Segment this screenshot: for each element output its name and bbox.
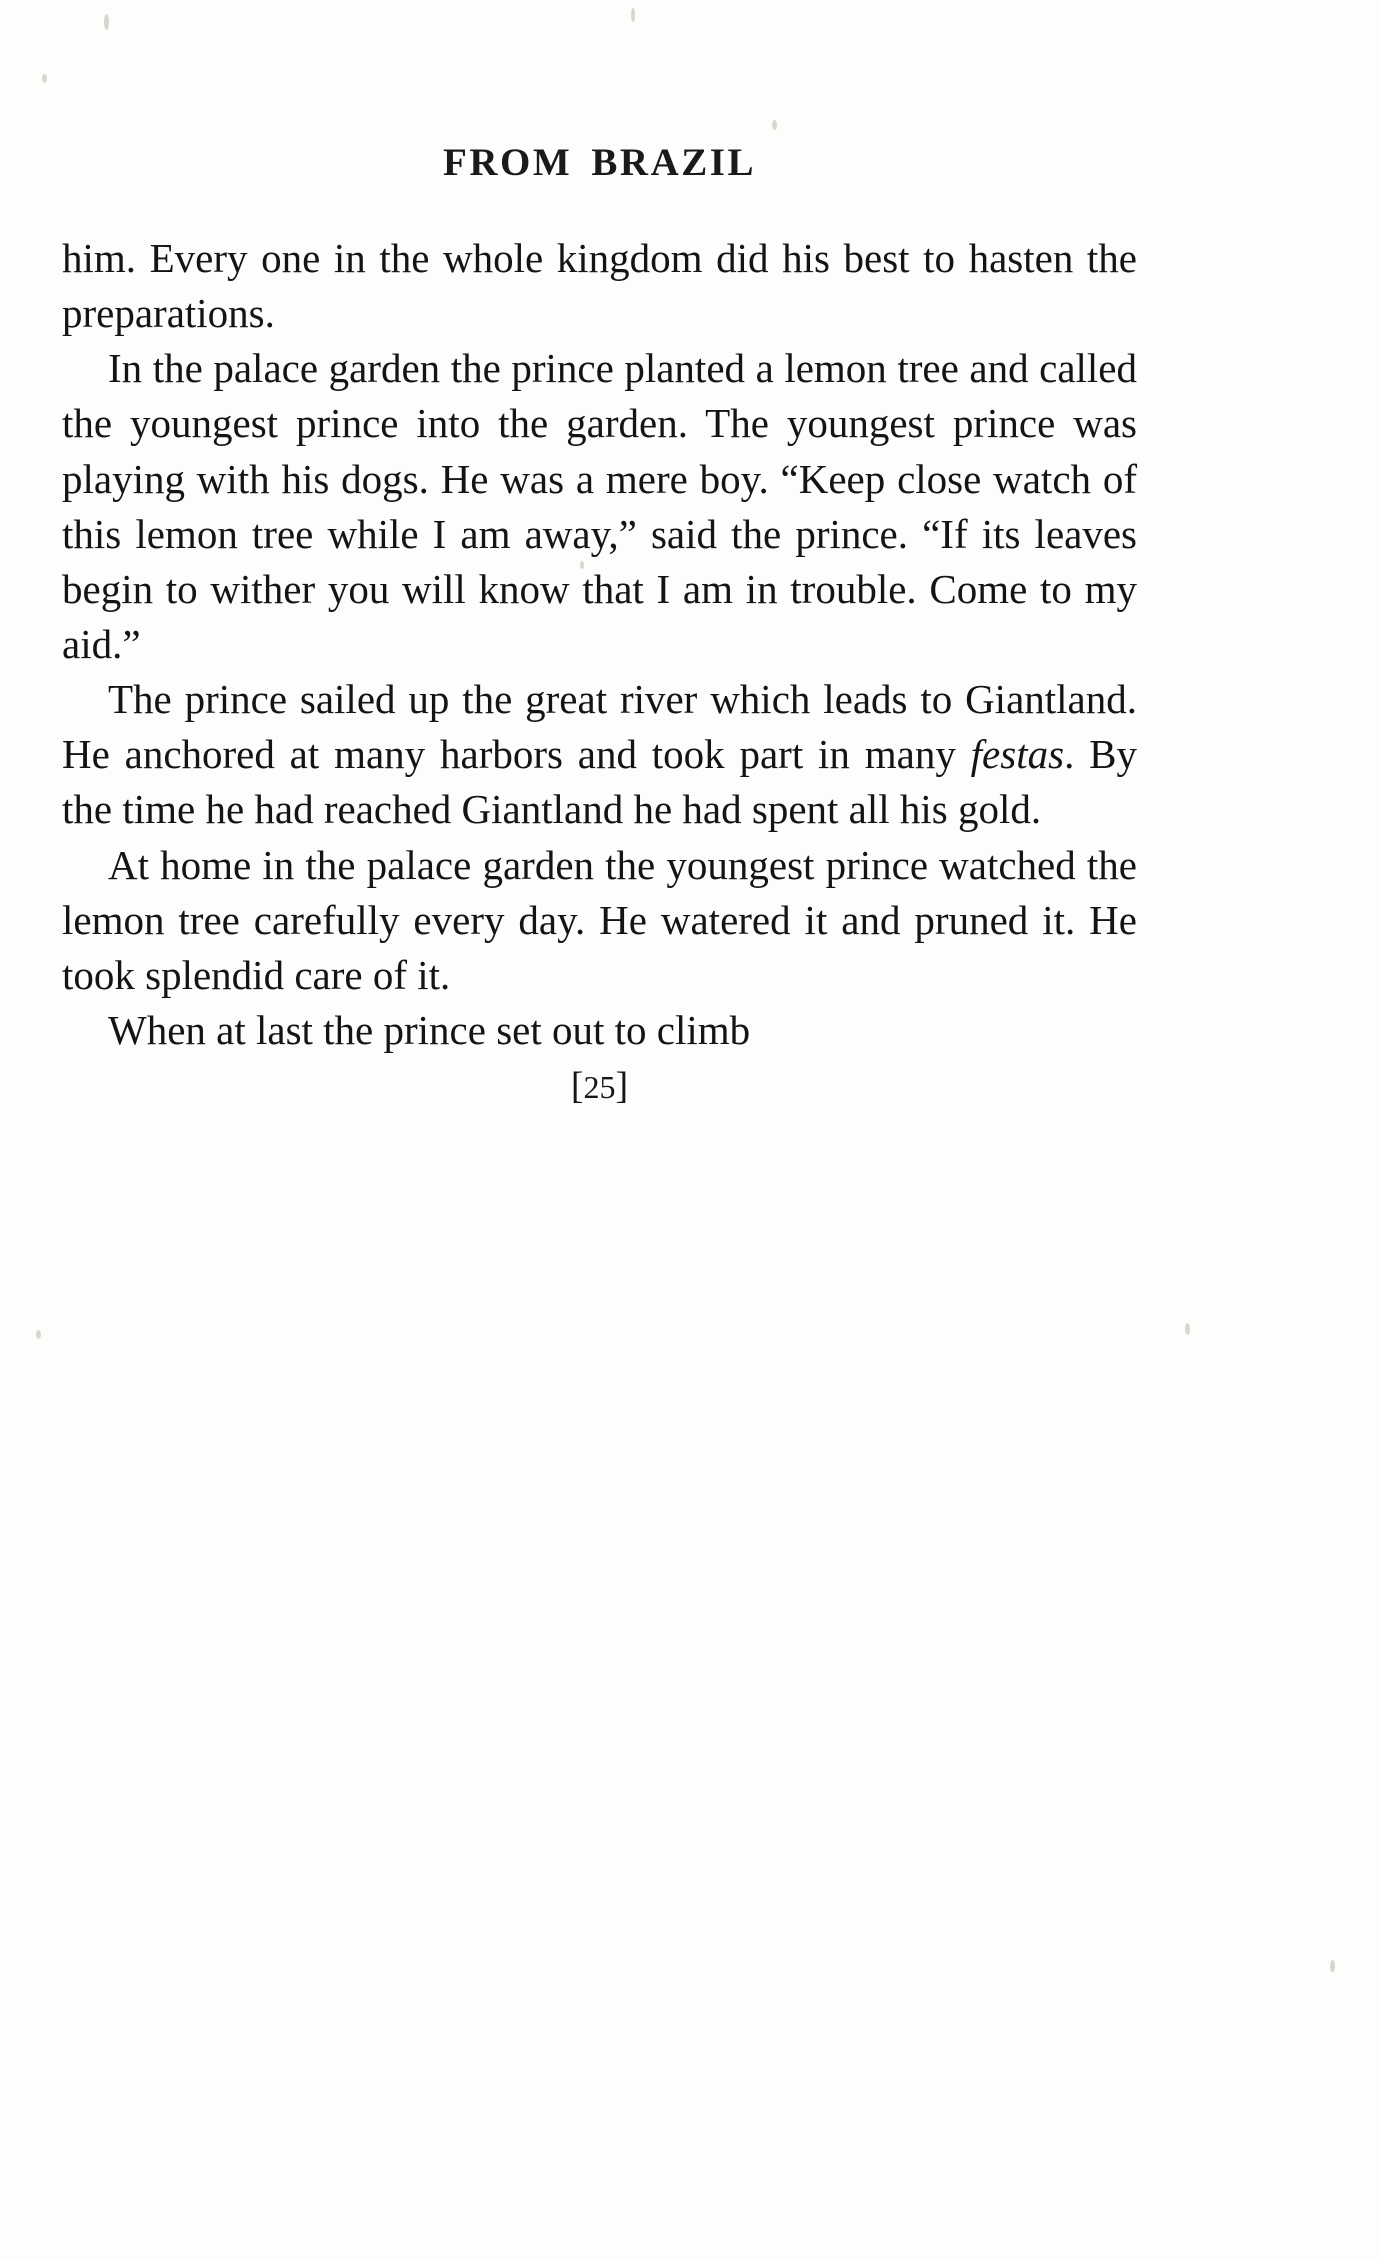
italic-word-festas: festas xyxy=(970,731,1065,778)
page-number xyxy=(62,1064,1137,1108)
folio-bracket-open: [ xyxy=(570,1065,584,1108)
paragraph: When at last the prince set out to climb xyxy=(108,1006,751,1053)
paragraph-text-before: The prince sailed up the great river which leads to Giantland. He anchored at many harbors and took part in many xyxy=(62,676,1137,778)
page-speckle xyxy=(42,74,47,83)
paragraph xyxy=(62,672,1137,837)
folio-digits: 25 xyxy=(583,1069,616,1106)
page-speckle xyxy=(772,120,777,130)
paragraph: In the palace garden the prince planted a lemon tree and called the youngest prince into the garden. The youngest prince was playing with his dogs. He was a mere boy. “Keep close watch of this lemon tree while I am away,” said the prince. “If its leaves begin to wither you will know that I am in trouble. Come to my aid.” xyxy=(62,345,1137,667)
paragraph: At home in the palace garden the youngest prince watched the lemon tree carefully every day. He watered it and pruned it. He took splendid care of it. xyxy=(62,841,1137,998)
body-text xyxy=(62,231,1137,1058)
page-speckle xyxy=(104,14,109,30)
running-head: FROM BRAZIL xyxy=(443,141,756,184)
folio-bracket-close: ] xyxy=(615,1065,629,1108)
page-speckle xyxy=(1330,1960,1335,1972)
paragraph-text-after: . By the time he had reached Giantland he had spent all his gold. xyxy=(62,731,1137,833)
page-speckle xyxy=(36,1330,41,1339)
page-speckle xyxy=(1185,1323,1190,1335)
paragraph: him. Every one in the whole kingdom did his best to hasten the preparations. xyxy=(62,235,1137,337)
page-speckle xyxy=(631,8,635,22)
page-text-block xyxy=(62,140,1137,1108)
